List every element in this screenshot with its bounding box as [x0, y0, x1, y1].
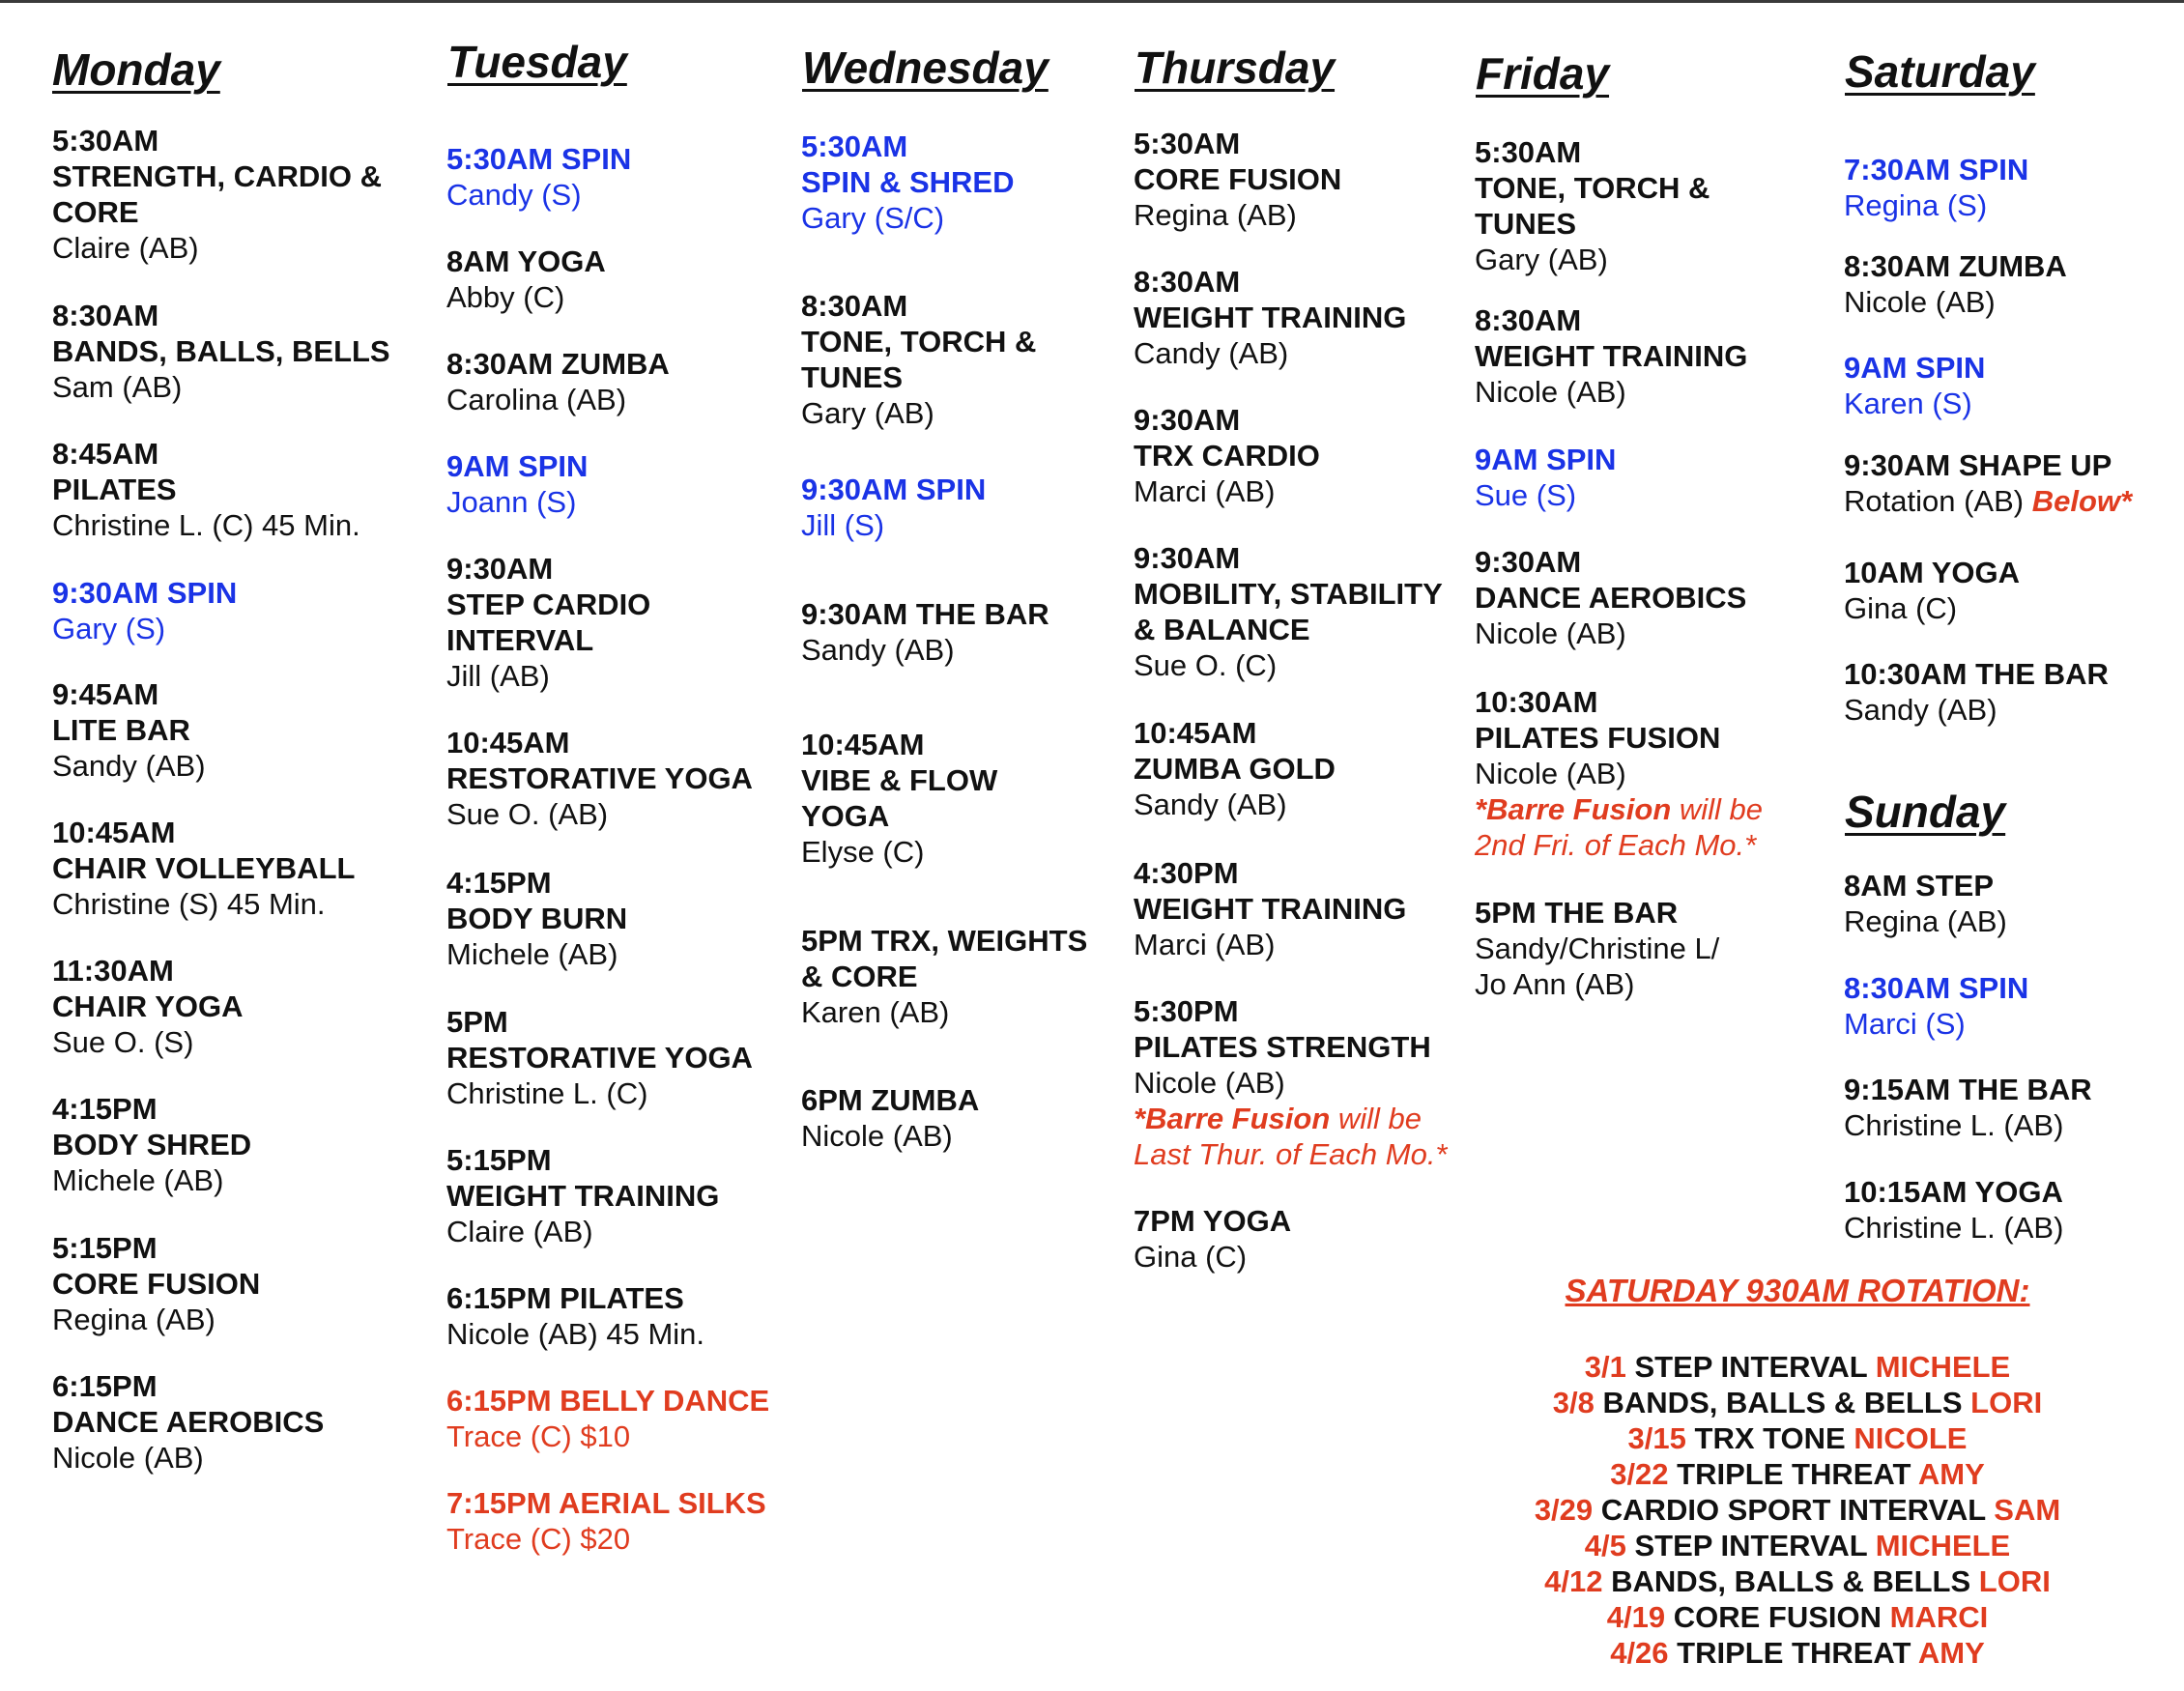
top-border-line — [0, 0, 2184, 3]
class-instructor: Regina (AB) — [1844, 904, 2007, 938]
class-name: VIBE & FLOW — [801, 763, 998, 797]
class-name: CHAIR VOLLEYBALL — [52, 851, 356, 885]
class-name: WEIGHT TRAINING — [1134, 892, 1407, 926]
class-title: 9:30AM SPIN — [52, 576, 238, 610]
class-instructor: Sam (AB) — [52, 370, 183, 404]
class-entry — [446, 551, 650, 694]
class-entry — [1844, 868, 2007, 939]
rotation-class: TRX TONE — [1694, 1421, 1846, 1455]
class-time: 5:30AM — [52, 124, 159, 158]
class-instructor: Sandy/Christine L/ — [1475, 931, 1720, 965]
class-entry-spin — [801, 129, 1014, 236]
class-name: TUNES — [1475, 207, 1577, 241]
class-note-highlight: *Barre Fusion — [1475, 792, 1672, 826]
rotation-row — [1508, 1385, 2087, 1420]
class-title: 7:15PM AERIAL SILKS — [446, 1486, 766, 1520]
class-entry — [1134, 855, 1406, 962]
class-name: TRX CARDIO — [1134, 439, 1320, 473]
class-entry — [446, 725, 753, 832]
class-entry — [1475, 544, 1746, 651]
class-time: 5PM — [446, 1005, 508, 1039]
class-entry — [1134, 402, 1320, 509]
class-title: 5:30AM SPIN — [446, 142, 632, 176]
class-name: PILATES FUSION — [1475, 721, 1721, 755]
rotation-instructor: LORI — [1978, 1564, 2051, 1598]
class-title: 9AM SPIN — [1844, 351, 1986, 385]
class-instructor: Sue O. (C) — [1134, 648, 1278, 682]
class-instructor: Karen (AB) — [801, 995, 950, 1029]
class-time: 8:45AM — [52, 437, 159, 471]
class-time: 6:15PM — [52, 1369, 158, 1403]
rotation-instructor: MICHELE — [1875, 1350, 2011, 1384]
class-title: 6:15PM BELLY DANCE — [446, 1384, 770, 1418]
class-name: ZUMBA GOLD — [1134, 752, 1336, 786]
class-entry — [52, 815, 355, 922]
class-title: 10:15AM YOGA — [1844, 1175, 2063, 1209]
class-name: TONE, TORCH & — [1475, 171, 1710, 205]
class-note-highlight: *Barre Fusion — [1134, 1102, 1331, 1135]
class-instructor: Karen (S) — [1844, 387, 1972, 420]
class-instructor: Abby (C) — [446, 280, 565, 314]
rotation-row — [1508, 1349, 2087, 1385]
class-entry — [446, 865, 627, 972]
class-instructor: Marci (AB) — [1134, 928, 1276, 961]
class-name: TUNES — [801, 360, 904, 394]
class-name: LITE BAR — [52, 713, 190, 747]
rotation-row — [1508, 1635, 2087, 1671]
class-entry — [1844, 447, 2132, 519]
class-name: STRENGTH, CARDIO & — [52, 159, 382, 193]
rotation-class: STEP INTERVAL — [1634, 1529, 1868, 1562]
class-time: 5:30AM — [801, 129, 908, 163]
class-title: 8:30AM ZUMBA — [446, 347, 670, 381]
rotation-date: 4/12 — [1544, 1564, 1603, 1598]
class-instructor: Sue (S) — [1475, 478, 1577, 512]
rotation-instructor: NICOLE — [1854, 1421, 1968, 1455]
class-name: BANDS, BALLS, BELLS — [52, 334, 390, 368]
class-instructor: Nicole (AB) — [1844, 285, 1996, 319]
class-title: 8AM STEP — [1844, 869, 1995, 903]
class-entry-spin — [1844, 350, 1985, 421]
class-instructor: Candy (AB) — [1134, 336, 1289, 370]
class-entry — [1475, 895, 1719, 1002]
class-note-text: will be — [1330, 1102, 1422, 1135]
day-heading-saturday: Saturday — [1845, 46, 2035, 97]
class-name: DANCE AEROBICS — [52, 1405, 325, 1439]
class-entry — [1844, 1174, 2063, 1246]
class-instructor: Candy (S) — [446, 178, 582, 212]
class-entry — [52, 1368, 324, 1476]
rotation-class: TRIPLE THREAT — [1677, 1457, 1911, 1491]
class-name: CORE — [52, 195, 139, 229]
rotation-below-note: Below* — [2031, 484, 2133, 518]
class-time: 8:30AM — [52, 299, 159, 332]
class-note: Last Thur. of Each Mo.* — [1134, 1137, 1448, 1171]
rotation-instructor: MARCI — [1889, 1600, 1989, 1634]
class-time: 9:30AM — [1134, 541, 1241, 575]
class-entry — [1134, 715, 1336, 822]
class-time: 4:30PM — [1134, 856, 1239, 890]
class-name: RESTORATIVE YOGA — [446, 761, 753, 795]
class-entry — [1475, 684, 1763, 863]
class-name: STEP CARDIO — [446, 588, 651, 621]
saturday-rotation-block — [1508, 1272, 2087, 1671]
class-name: MOBILITY, STABILITY — [1134, 577, 1443, 611]
class-title: 9AM SPIN — [1475, 443, 1617, 476]
class-entry — [1844, 248, 2067, 320]
class-name: TONE, TORCH & — [801, 325, 1037, 358]
class-entry-spin — [446, 141, 631, 213]
rotation-date: 4/19 — [1606, 1600, 1666, 1634]
class-time: 8:30AM — [1475, 303, 1582, 337]
class-name: & BALANCE — [1134, 613, 1310, 646]
class-entry — [1134, 1203, 1291, 1275]
class-instructor-line — [1844, 483, 2132, 519]
class-entry — [1475, 134, 1710, 277]
class-time: 5:15PM — [446, 1143, 552, 1177]
class-title: 5PM TRX, WEIGHTS — [801, 924, 1088, 958]
class-time: 10:45AM — [446, 726, 570, 760]
class-time: 5:30AM — [1134, 127, 1241, 160]
class-entry-special — [446, 1383, 769, 1454]
class-time: 5:15PM — [52, 1231, 158, 1265]
class-instructor: Rotation (AB) — [1844, 484, 2032, 518]
class-instructor: Sandy (AB) — [1134, 788, 1287, 821]
class-instructor: Trace (C) $20 — [446, 1522, 631, 1556]
class-note — [1475, 791, 1763, 827]
class-entry — [446, 244, 606, 315]
class-name: PILATES — [52, 473, 177, 506]
class-name: RESTORATIVE YOGA — [446, 1041, 753, 1075]
class-entry — [52, 953, 244, 1060]
class-time: 9:45AM — [52, 677, 159, 711]
rotation-row — [1508, 1420, 2087, 1456]
class-instructor: Trace (C) $10 — [446, 1419, 631, 1453]
class-time: 9:30AM — [1134, 403, 1241, 437]
class-entry-spin — [446, 448, 588, 520]
class-instructor: Nicole (AB) 45 Min. — [446, 1317, 705, 1351]
class-name: WEIGHT TRAINING — [446, 1179, 720, 1213]
class-name: DANCE AEROBICS — [1475, 581, 1747, 615]
class-instructor: Nicole (AB) — [52, 1441, 204, 1475]
class-entry — [1844, 555, 2020, 626]
class-instructor: Nicole (AB) — [1475, 757, 1626, 790]
class-time: 9:30AM — [446, 552, 554, 586]
day-heading-wednesday: Wednesday — [802, 43, 1049, 93]
class-title: 6PM ZUMBA — [801, 1083, 980, 1117]
class-entry — [1475, 302, 1747, 410]
day-heading-thursday: Thursday — [1135, 43, 1336, 93]
class-entry — [52, 1230, 260, 1337]
class-title: 9:30AM THE BAR — [801, 597, 1049, 631]
rotation-class: CARDIO SPORT INTERVAL — [1600, 1493, 1986, 1527]
rotation-class: CORE FUSION — [1673, 1600, 1882, 1634]
day-heading-tuesday: Tuesday — [447, 37, 627, 87]
class-name: INTERVAL — [446, 623, 594, 657]
class-instructor: Regina (AB) — [52, 1303, 216, 1336]
class-title: 8:30AM SPIN — [1844, 971, 2029, 1005]
class-instructor: Gary (S) — [52, 612, 166, 645]
rotation-row — [1508, 1528, 2087, 1563]
class-name: CHAIR YOGA — [52, 989, 244, 1023]
class-instructor: Carolina (AB) — [446, 383, 627, 416]
class-time: 8:30AM — [1134, 265, 1241, 299]
class-entry — [52, 676, 206, 784]
class-name: CORE FUSION — [52, 1267, 261, 1301]
class-name: & CORE — [801, 960, 918, 993]
class-instructor: Regina (S) — [1844, 188, 1988, 222]
class-name: PILATES STRENGTH — [1134, 1030, 1431, 1064]
day-heading-monday: Monday — [52, 44, 220, 95]
rotation-date: 3/22 — [1610, 1457, 1669, 1491]
class-title: 9:30AM SPIN — [801, 473, 987, 506]
class-entry — [52, 1091, 251, 1198]
class-time: 10:45AM — [52, 816, 176, 849]
class-instructor: Christine L. (AB) — [1844, 1211, 2064, 1245]
rotation-title: SATURDAY 930AM ROTATION: — [1565, 1273, 2030, 1308]
rotation-instructor: AMY — [1917, 1636, 1985, 1670]
rotation-date: 3/15 — [1627, 1421, 1686, 1455]
class-entry — [446, 1142, 719, 1249]
rotation-instructor: LORI — [1970, 1386, 2043, 1419]
class-instructor: Jill (S) — [801, 508, 885, 542]
class-name: CORE FUSION — [1134, 162, 1342, 196]
class-instructor: Nicole (AB) — [1475, 375, 1626, 409]
rotation-row — [1508, 1599, 2087, 1635]
class-instructor: Gary (AB) — [1475, 243, 1608, 276]
rotation-class: BANDS, BALLS & BELLS — [1602, 1386, 1963, 1419]
class-instructor: Christine L. (AB) — [1844, 1108, 2064, 1142]
rotation-class: STEP INTERVAL — [1634, 1350, 1868, 1384]
class-entry — [52, 436, 360, 543]
class-instructor: Elyse (C) — [801, 835, 925, 869]
class-name: WEIGHT TRAINING — [1134, 301, 1407, 334]
class-note-text: will be — [1671, 792, 1764, 826]
class-note: 2nd Fri. of Each Mo.* — [1475, 828, 1757, 862]
rotation-date: 4/5 — [1584, 1529, 1626, 1562]
class-instructor: Christine L. (C) 45 Min. — [52, 508, 360, 542]
class-instructor: Joann (S) — [446, 485, 577, 519]
class-title: 5PM THE BAR — [1475, 896, 1679, 930]
class-time: 4:15PM — [52, 1092, 158, 1126]
class-entry — [1134, 540, 1443, 683]
class-instructor: Gary (AB) — [801, 396, 934, 430]
rotation-row — [1508, 1456, 2087, 1492]
class-entry — [801, 1082, 979, 1154]
class-instructor: Sue O. (AB) — [446, 797, 609, 831]
class-instructor: Michele (AB) — [52, 1163, 224, 1197]
class-time: 5:30PM — [1134, 994, 1239, 1028]
class-instructor: Sue O. (S) — [52, 1025, 194, 1059]
class-title: 9:15AM THE BAR — [1844, 1073, 2092, 1106]
class-title: 9AM SPIN — [446, 449, 589, 483]
class-instructor: Nicole (AB) — [1475, 616, 1626, 650]
rotation-date: 4/26 — [1610, 1636, 1669, 1670]
class-entry — [801, 596, 1049, 668]
class-name: BODY BURN — [446, 902, 628, 935]
class-time: 10:45AM — [1134, 716, 1257, 750]
rotation-date: 3/29 — [1534, 1493, 1594, 1527]
class-instructor: Marci (AB) — [1134, 474, 1276, 508]
class-entry-spin — [1844, 970, 2028, 1042]
class-entry-spin — [1844, 152, 2028, 223]
day-heading-sunday: Sunday — [1845, 787, 2006, 837]
class-entry-spin — [52, 575, 237, 646]
class-entry — [52, 123, 382, 266]
class-entry — [1134, 126, 1341, 233]
class-time: 10:45AM — [801, 728, 925, 761]
class-title: 10:30AM THE BAR — [1844, 657, 2109, 691]
class-title: 10AM YOGA — [1844, 556, 2021, 589]
class-instructor: Gary (S/C) — [801, 201, 945, 235]
class-name: SPIN & SHRED — [801, 165, 1015, 199]
class-time: 11:30AM — [52, 954, 174, 988]
class-entry — [446, 1004, 753, 1111]
class-instructor: Gina (C) — [1134, 1240, 1248, 1274]
class-time: 10:30AM — [1475, 685, 1598, 719]
class-title: 9:30AM SHAPE UP — [1844, 448, 2112, 482]
class-entry-spin — [801, 472, 986, 543]
class-name: BODY SHRED — [52, 1128, 252, 1161]
rotation-instructor: AMY — [1917, 1457, 1985, 1491]
class-instructor: Sandy (AB) — [801, 633, 955, 667]
class-entry-special — [446, 1485, 766, 1557]
rotation-class: BANDS, BALLS & BELLS — [1611, 1564, 1971, 1598]
class-title: 7:30AM SPIN — [1844, 153, 2029, 186]
class-name: WEIGHT TRAINING — [1475, 339, 1748, 373]
class-entry — [801, 727, 997, 870]
class-instructor: Claire (AB) — [446, 1215, 593, 1248]
rotation-row — [1508, 1563, 2087, 1599]
class-title: 6:15PM PILATES — [446, 1281, 684, 1315]
class-entry — [1844, 1072, 2092, 1143]
class-entry — [801, 288, 1036, 431]
class-instructor: Jo Ann (AB) — [1475, 967, 1635, 1001]
class-instructor: Sandy (AB) — [52, 749, 206, 783]
class-entry — [446, 1280, 704, 1352]
class-title: 7PM YOGA — [1134, 1204, 1292, 1238]
class-name: YOGA — [801, 799, 890, 833]
class-entry-spin — [1475, 442, 1616, 513]
class-instructor: Michele (AB) — [446, 937, 618, 971]
class-entry — [1134, 264, 1406, 371]
class-entry — [1134, 993, 1448, 1172]
class-instructor: Christine (S) 45 Min. — [52, 887, 326, 921]
rotation-class: TRIPLE THREAT — [1677, 1636, 1911, 1670]
rotation-row — [1508, 1492, 2087, 1528]
class-time: 5:30AM — [1475, 135, 1582, 169]
class-instructor: Sandy (AB) — [1844, 693, 1997, 727]
class-note — [1134, 1101, 1448, 1136]
class-instructor: Nicole (AB) — [801, 1119, 953, 1153]
class-time: 8:30AM — [801, 289, 908, 323]
class-entry — [801, 923, 1087, 1030]
class-instructor: Claire (AB) — [52, 231, 199, 265]
class-time: 4:15PM — [446, 866, 552, 900]
class-entry — [1844, 656, 2109, 728]
rotation-instructor: MICHELE — [1875, 1529, 2011, 1562]
class-instructor: Regina (AB) — [1134, 198, 1297, 232]
rotation-date: 3/1 — [1584, 1350, 1626, 1384]
rotation-instructor: SAM — [1994, 1493, 2061, 1527]
class-title: 8:30AM ZUMBA — [1844, 249, 2067, 283]
class-entry — [52, 298, 390, 405]
class-instructor: Jill (AB) — [446, 659, 550, 693]
class-title: 8AM YOGA — [446, 244, 606, 278]
day-heading-friday: Friday — [1476, 48, 1610, 99]
rotation-date: 3/8 — [1552, 1386, 1595, 1419]
class-instructor: Christine L. (C) — [446, 1076, 648, 1110]
class-instructor: Gina (C) — [1844, 591, 1958, 625]
class-entry — [446, 346, 670, 417]
class-instructor: Nicole (AB) — [1134, 1066, 1285, 1100]
class-time: 9:30AM — [1475, 545, 1582, 579]
class-instructor: Marci (S) — [1844, 1007, 1966, 1041]
